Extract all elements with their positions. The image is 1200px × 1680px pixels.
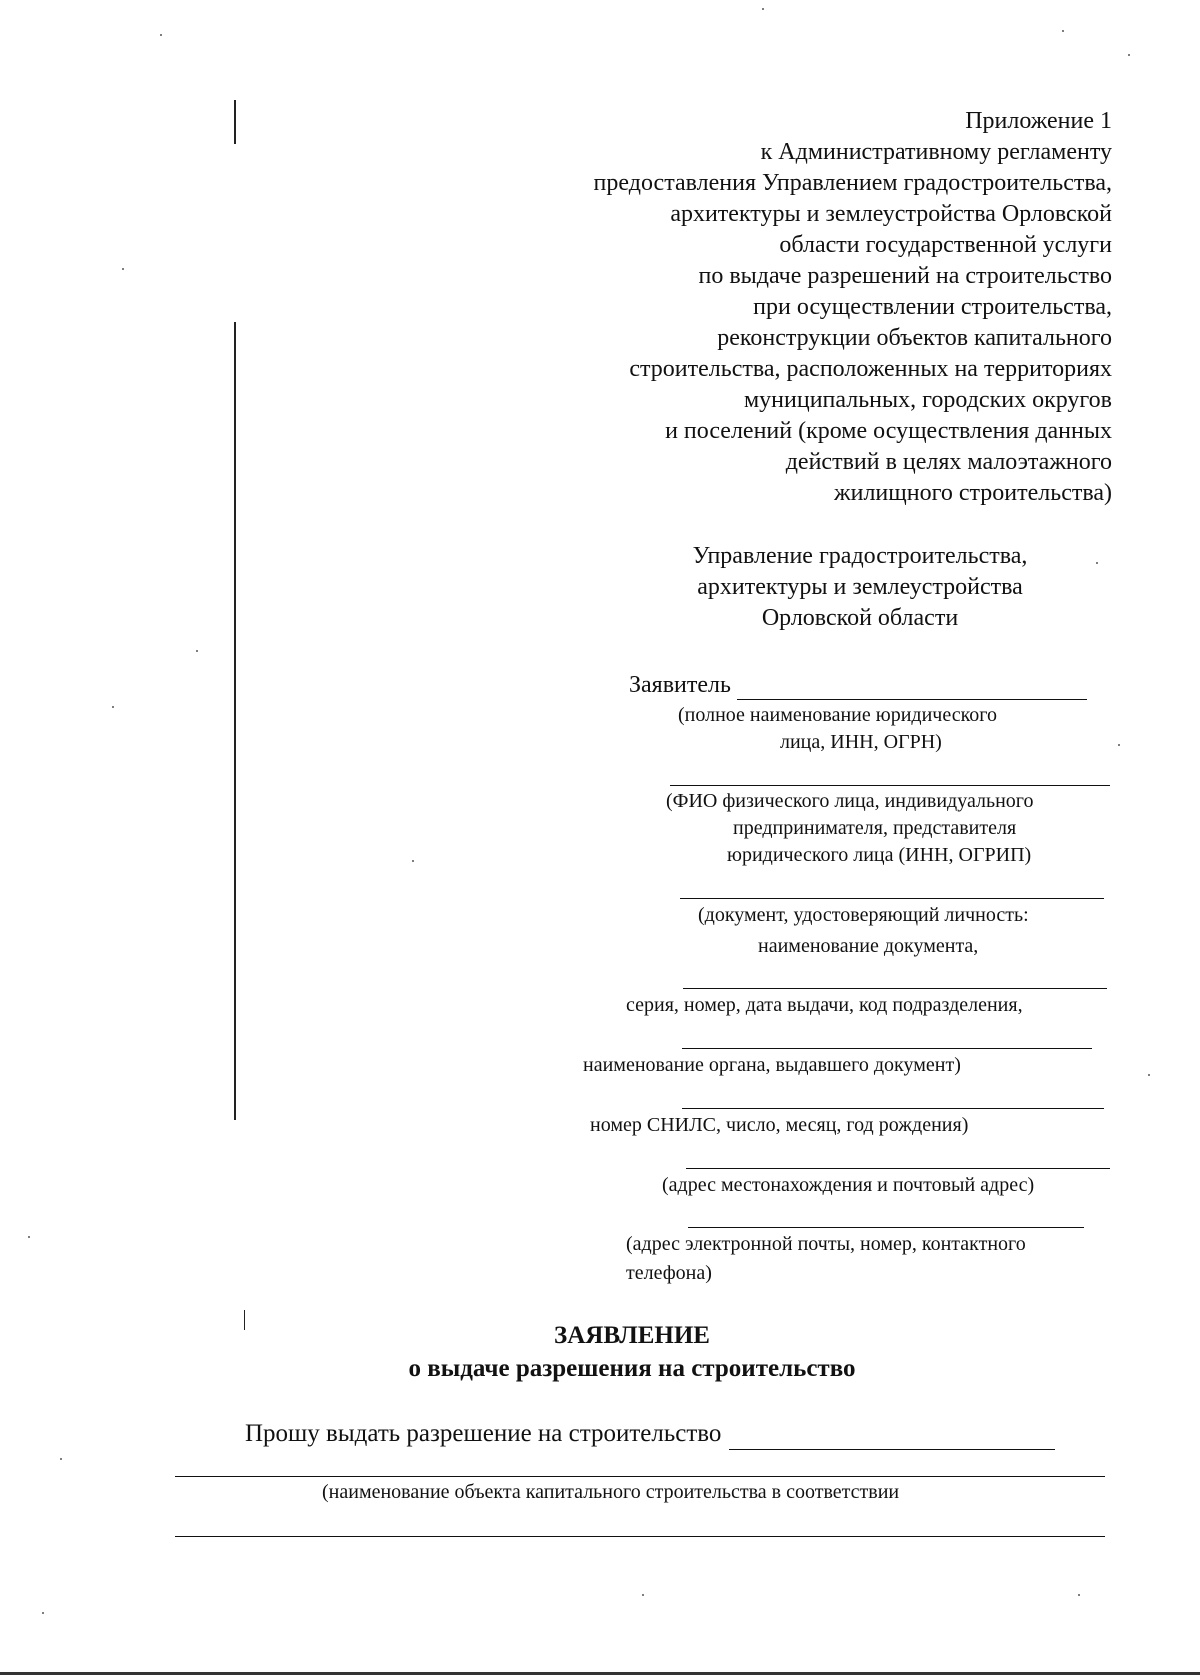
document-issuer-field[interactable] — [682, 1048, 1092, 1049]
appendix-line: жилищного строительства) — [834, 480, 1112, 506]
scan-margin-mark — [234, 100, 236, 144]
scan-margin-line — [234, 322, 236, 1120]
hint-legal-entity: (полное наименование юридического — [678, 704, 998, 726]
appendix-line: Приложение 1 — [965, 108, 1112, 134]
hint-document-issuer: наименование органа, выдавшего документ) — [583, 1054, 961, 1076]
applicant-label: Заявитель — [629, 672, 731, 698]
addressee-line: архитектуры и землеустройства — [697, 574, 1023, 600]
hint-identity-document: (документ, удостоверяющий личность: — [698, 904, 1029, 926]
appendix-line: реконструкции объектов капитального — [717, 325, 1112, 351]
identity-document-field[interactable] — [680, 898, 1104, 899]
addressee-line: Орловской области — [761, 605, 959, 631]
hint-person: (ФИО физического лица, индивидуального — [666, 790, 1034, 812]
scan-dot — [60, 1458, 62, 1460]
scan-dot — [642, 1594, 644, 1596]
scan-dot — [112, 706, 114, 708]
addressee-line: Управление градостроительства, — [692, 543, 1028, 569]
person-name-field[interactable] — [670, 785, 1110, 786]
appendix-line: по выдаче разрешений на строительство — [698, 263, 1112, 289]
applicant-row — [629, 670, 1087, 700]
appendix-line: к Административному регламенту — [760, 139, 1112, 165]
hint-legal-entity: лица, ИНН, ОГРН) — [780, 731, 942, 753]
appendix-line: действий в целях малоэтажного — [785, 449, 1112, 475]
scan-dot — [122, 268, 124, 270]
scan-dot — [1128, 54, 1130, 56]
appendix-line: предоставления Управлением градостроительства, — [593, 170, 1112, 196]
document-series-field[interactable] — [683, 988, 1107, 989]
appendix-line: при осуществлении строительства, — [753, 294, 1112, 320]
scan-dot — [1118, 744, 1120, 746]
snils-field[interactable] — [682, 1108, 1104, 1109]
scan-dot — [412, 860, 414, 862]
hint-contact: (адрес электронной почты, номер, контактного — [626, 1233, 1026, 1255]
scan-dot — [762, 8, 764, 10]
statement-subtitle: о выдаче разрешения на строительство — [408, 1355, 856, 1382]
request-text: Прошу выдать разрешение на строительство — [245, 1420, 722, 1447]
object-name-field[interactable] — [175, 1476, 1105, 1477]
hint-contact: телефона) — [626, 1262, 712, 1284]
address-field[interactable] — [686, 1168, 1110, 1169]
applicant-name-field[interactable] — [737, 675, 1087, 700]
appendix-line: строительства, расположенных на территориях — [629, 356, 1112, 382]
construction-object-field[interactable] — [729, 1423, 1055, 1450]
contact-field[interactable] — [688, 1227, 1084, 1228]
statement-title: ЗАЯВЛЕНИЕ — [554, 1322, 710, 1349]
request-row — [245, 1418, 1055, 1450]
scan-dot — [160, 34, 162, 36]
scan-dot — [1078, 1594, 1080, 1596]
appendix-line: и поселений (кроме осуществления данных — [665, 418, 1112, 444]
scan-dot — [196, 650, 198, 652]
appendix-line: области государственной услуги — [779, 232, 1112, 258]
hint-document-series: серия, номер, дата выдачи, код подразделения, — [626, 994, 1023, 1016]
scan-dot — [1148, 1074, 1150, 1076]
hint-snils: номер СНИЛС, число, месяц, год рождения) — [590, 1114, 969, 1136]
hint-person: юридического лица (ИНН, ОГРИП) — [727, 844, 1032, 866]
hint-address: (адрес местонахождения и почтовый адрес) — [662, 1174, 1035, 1196]
scan-dot — [28, 1236, 30, 1238]
appendix-line: муниципальных, городских округов — [743, 387, 1112, 413]
hint-object-name: (наименование объекта капитального строительства в соответствии — [322, 1481, 900, 1503]
object-name-field-2[interactable] — [175, 1536, 1105, 1537]
hint-identity-document: наименование документа, — [758, 935, 979, 957]
addressee-block — [620, 541, 1100, 634]
scan-dot — [42, 1612, 44, 1614]
scan-bottom-edge — [0, 1672, 1200, 1675]
hint-person: предпринимателя, представителя — [733, 817, 1017, 839]
scan-dot — [1062, 30, 1064, 32]
appendix-line: архитектуры и землеустройства Орловской — [670, 201, 1112, 227]
appendix-header — [472, 106, 1112, 509]
